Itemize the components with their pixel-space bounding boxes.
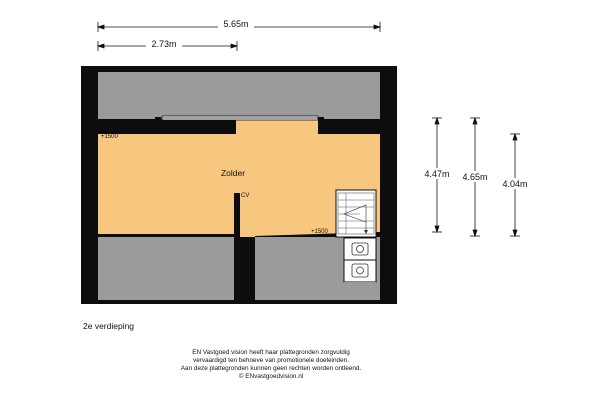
disclaimer-line: vervaardigd ten behoeve van promotionele doeleinden.: [193, 357, 349, 364]
room-name: Zolder: [220, 168, 246, 178]
washing-machine: [344, 238, 376, 260]
slope-area-top: [98, 72, 380, 119]
slope-area-bottom-right: [255, 237, 344, 300]
disclaimer-line: © ENvastgoedvision.nl: [238, 373, 304, 380]
window: [162, 116, 318, 120]
level-right-label: +1500: [311, 229, 328, 235]
dormer-wall-left: [155, 117, 161, 134]
height-3-label: 4.04m: [502, 179, 528, 189]
level-left-label: +1500: [101, 134, 118, 140]
height-2-label: 4.65m: [462, 172, 488, 182]
interior-wall: [234, 193, 240, 300]
slope-area-bottom-left: [98, 237, 234, 300]
disclaimer-line: Aan deze plattegronden kunnen geen rechten worden ontleend.: [180, 365, 362, 372]
staircase: [336, 190, 376, 237]
partial-width-label: 2.73m: [151, 39, 177, 49]
disclaimer: [80, 349, 462, 381]
height-1-label: 4.47m: [424, 169, 450, 179]
dryer: [344, 260, 376, 282]
cv-label: CV: [241, 193, 250, 199]
disclaimer-line: EN Vastgoed vision heeft haar plattegronden zorgvuldig: [192, 349, 350, 356]
total-width-label: 5.65m: [223, 19, 249, 29]
floor-name: 2e verdieping: [83, 321, 135, 331]
dormer-wall-right: [318, 117, 324, 134]
